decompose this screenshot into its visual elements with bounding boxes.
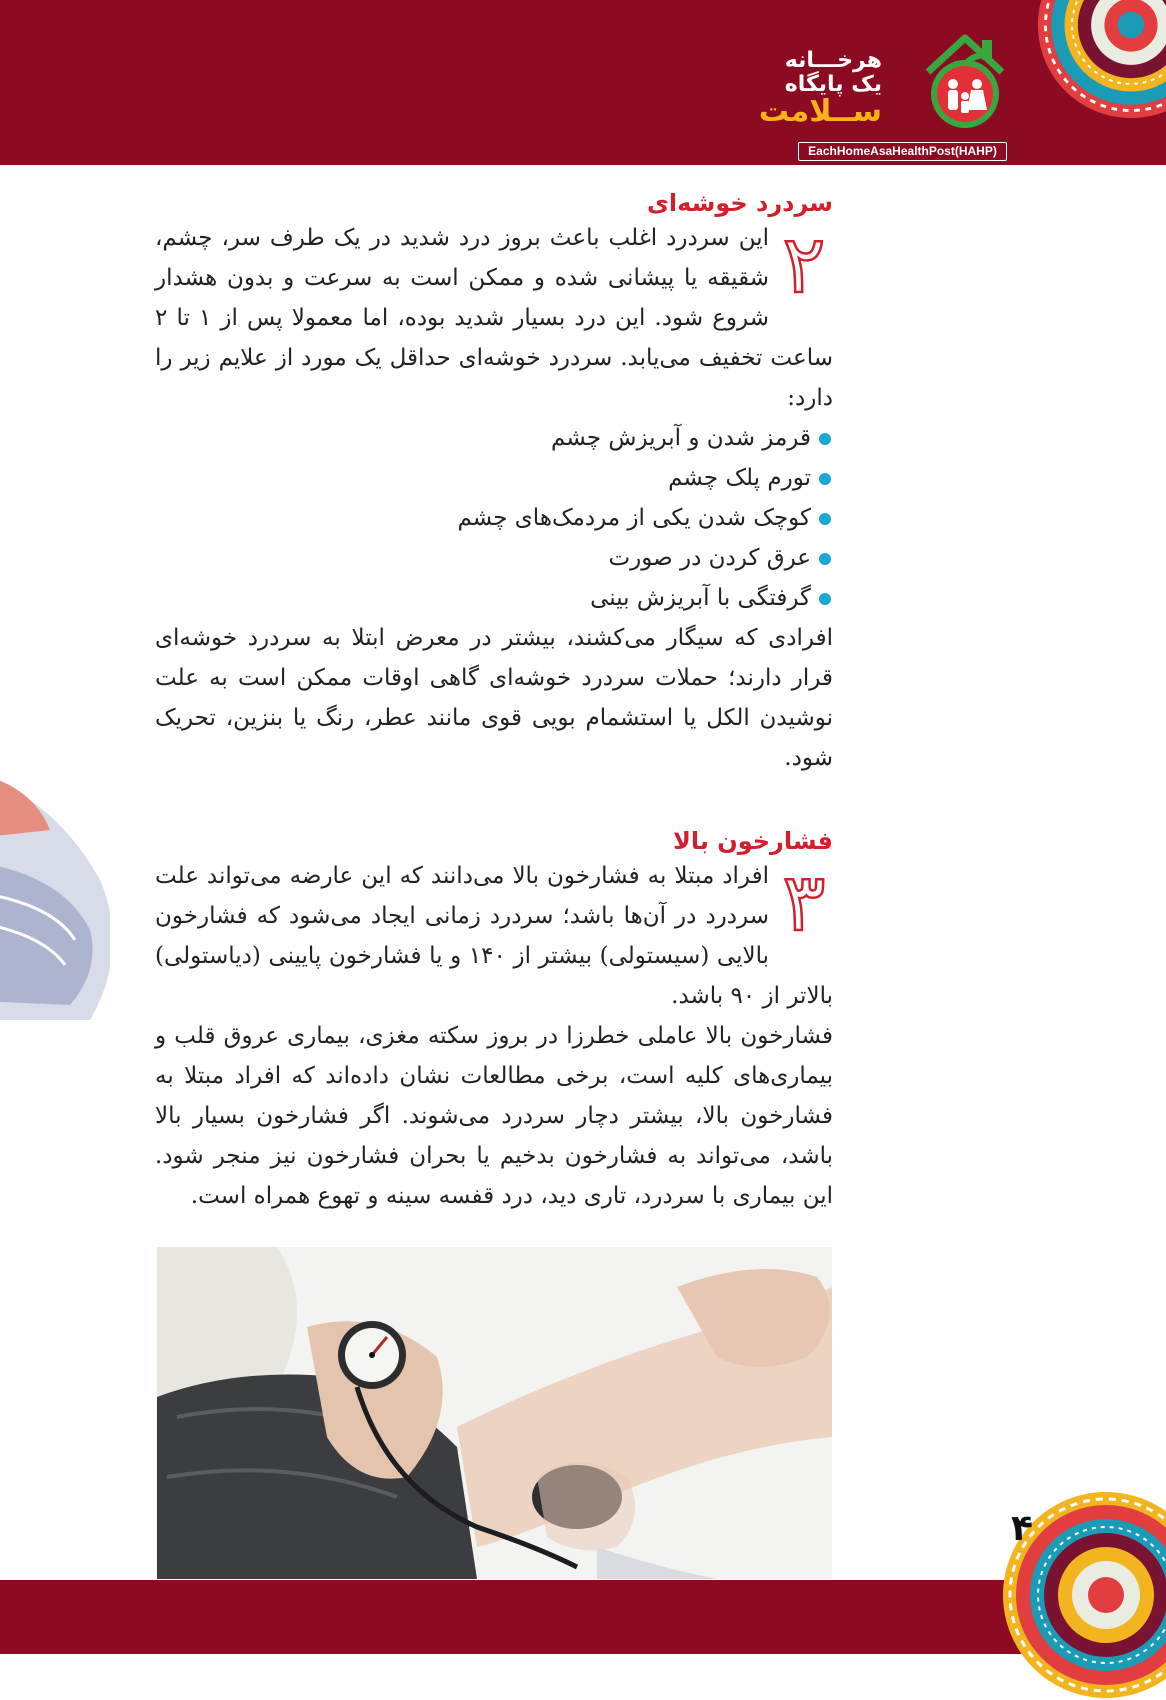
section-numeral-text: ۲ xyxy=(783,222,826,300)
logo-english-label: EachHomeAsaHealthPost(HAHP) xyxy=(798,142,1007,161)
section-numeral-text: ۳ xyxy=(783,860,826,938)
cluster-headache-closing: افرادی که سیگار می‌کشند، بیشتر در معرض ابتلا به سردرد خوشه‌ای قرار دارند؛ حملات سردرد خوشه‌ای گاهی اوقات ممکن است به علت نوشیدن الکل یا استشمام بویی قوی مانند عطر، رنگ یا بنزین، تحریک شود. xyxy=(155,618,833,778)
mandala-ornament-top xyxy=(1036,0,1166,120)
blood-pressure-photo xyxy=(157,1247,832,1579)
list-item: تورم پلک چشم xyxy=(155,458,833,498)
logo-line-1: هرخـــانه xyxy=(785,48,882,73)
logo xyxy=(795,28,1010,160)
section-number-2 xyxy=(775,222,833,300)
blood-pressure-measurement-illustration xyxy=(157,1247,832,1579)
section-title-high-blood-pressure: فشارخون بالا xyxy=(155,826,833,856)
section-high-blood-pressure xyxy=(155,826,833,1216)
section-title-cluster-headache: سردرد خوشه‌ای xyxy=(155,188,833,218)
list-item: گرفتگی با آبریزش بینی xyxy=(155,578,833,618)
symptom-list xyxy=(155,418,833,618)
list-item: عرق کردن در صورت xyxy=(155,538,833,578)
logo-line-2: یک پایگاه xyxy=(785,72,882,97)
home-family-icon xyxy=(920,28,1010,136)
list-item: کوچک شدن یکی از مردمک‌های چشم xyxy=(155,498,833,538)
logo-line-3: ســلامت xyxy=(759,94,882,129)
blood-pressure-para-1: افراد مبتلا به فشارخون بالا می‌دانند که این عارضه می‌تواند علت سردرد در آن‌ها باشد؛ سردرد زمانی ایجاد می‌شود که فشارخون بالایی (سیستولی) بیشتر از ۱۴۰ و یا فشارخون پایینی (دیاستولی) بالاتر از ۹۰ باشد. xyxy=(155,856,833,1016)
section-cluster-headache xyxy=(155,188,833,778)
blood-pressure-cuff-illustration xyxy=(0,770,110,1030)
footer-band xyxy=(0,1580,1166,1654)
page-number: ۴ xyxy=(1002,1508,1042,1549)
list-item: قرمز شدن و آبریزش چشم xyxy=(155,418,833,458)
cluster-headache-intro: این سردرد اغلب باعث بروز درد شدید در یک طرف سر، چشم، شقیقه یا پیشانی شده و ممکن است به سرعت و بدون هشدار شروع شود. این درد بسیار شدید بوده، اما معمولا پس از ۱ تا ۲ ساعت تخفیف می‌یابد. سردرد خوشه‌ای حداقل یک مورد از علایم زیر را دارد: xyxy=(155,218,833,418)
section-number-3 xyxy=(775,860,833,938)
blood-pressure-para-2: فشارخون بالا عاملی خطرزا در بروز سکته مغزی، بیماری عروق قلب و بیماری‌های کلیه است، برخی مطالعات نشان داده‌اند که افراد مبتلا به فشارخون بالا، بیشتر دچار سردرد می‌شوند. اگر فشارخون بسیار بالا باشد، می‌تواند به فشارخون بدخیم یا بحران فشارخون نیز منجر شود. این بیماری با سردرد، تاری دید، درد قفسه سینه و تهوع همراه است. xyxy=(155,1016,833,1216)
